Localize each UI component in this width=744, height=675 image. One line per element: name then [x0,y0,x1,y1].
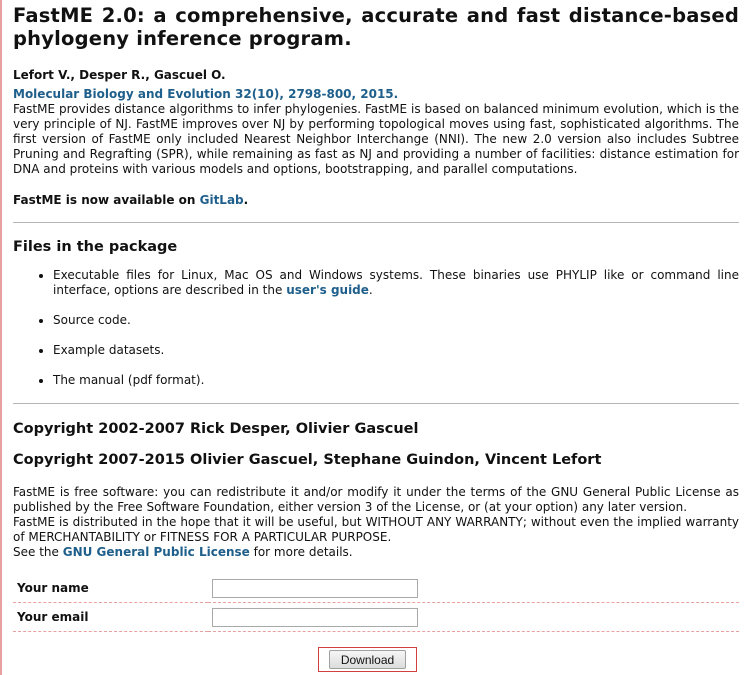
gnu-license-link[interactable]: GNU General Public License [62,545,250,559]
email-label: Your email [13,603,208,632]
users-guide-link[interactable]: user's guide [286,283,369,297]
availability-suffix: . [243,193,249,207]
list-item: • Source code. [53,313,739,328]
download-button-highlight [318,647,417,672]
intro-paragraph: FastME provides distance algorithms to infer phylogenies. FastME is based on balanced minimum evolution, which is the very principle of NJ. FastME improves over NJ by performing topological moves using fast, sophisticated algorithms. The first version of FastME only included Nearest Neighbor Interchange (NNI). The new 2.0 version also includes Subtree Pruning and Regrafting (SPR), while remaining as fast as NJ and providing a number of facilities: distance estimation for DNA and proteins with various models and options, bootstrapping, and parallel computations. [13,102,739,176]
list-item [53,268,739,298]
section-divider [13,222,739,223]
copyright-line-1: Copyright 2002-2007 Rick Desper, Olivier Gascuel [13,421,419,437]
list-item: • The manual (pdf format). [53,373,739,388]
license-see-text: See the [13,545,63,559]
list-item-suffix: . [368,283,373,297]
left-border-bar [0,0,2,675]
download-form [13,574,739,632]
availability-line [13,193,739,208]
list-item: • Example datasets. [53,343,739,358]
copyright-line-2: Copyright 2007-2015 Olivier Gascuel, Stephane Guindon, Vincent Lefort [13,452,602,468]
download-button[interactable]: Download [329,650,406,669]
section-divider [13,403,739,404]
license-paragraph-3 [13,545,739,560]
page-title: FastME 2.0: a comprehensive, accurate and fast distance-based phylogeny inference program. [13,4,739,50]
files-list [13,268,739,388]
license-paragraph-2: FastME is distributed in the hope that it will be useful, but WITHOUT ANY WARRANTY; without even the implied warranty of MERCHANTABILITY or FITNESS FOR A PARTICULAR PURPOSE. [13,515,739,544]
email-input[interactable] [212,608,418,627]
email-cell [208,603,739,632]
gitlab-link[interactable]: GitLab [199,193,244,207]
name-cell [208,574,739,603]
list-item-text: Executable files for Linux, Mac OS and Windows systems. These binaries use PHYLIP like or command line interface, options are described in the [53,268,739,297]
form-row-email [13,603,739,632]
name-label: Your name [13,574,208,603]
files-heading: Files in the package [13,239,178,255]
license-paragraph-1: FastME is free software: you can redistribute it and/or modify it under the terms of the GNU General Public License as published by the Free Software Foundation, either version 3 of the License, or (at your option) any later version. [13,485,739,514]
license-suffix-text: for more details. [249,545,353,559]
authors: Lefort V., Desper R., Gascuel O. [13,68,226,82]
name-input[interactable] [212,579,418,598]
journal-citation-link[interactable]: Molecular Biology and Evolution 32(10), 2798-800, 2015. [13,87,399,101]
page-content [13,0,739,632]
availability-text: FastME is now available on [13,193,200,207]
license-text [13,485,739,560]
form-row-name [13,574,739,603]
